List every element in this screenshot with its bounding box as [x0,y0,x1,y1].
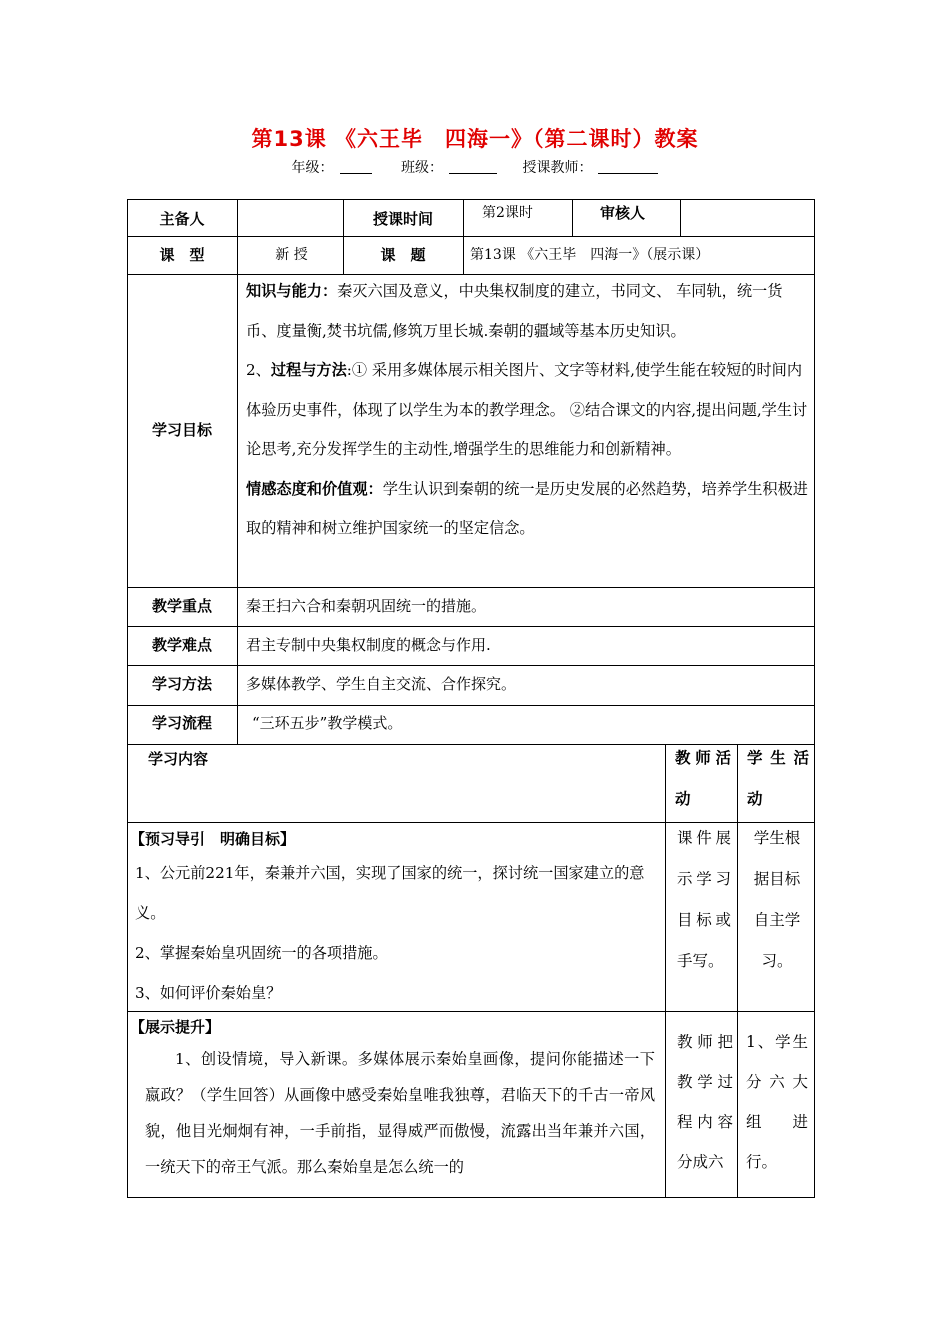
method-value: 多媒体教学、学生自主交流、合作探究。 [246,675,517,693]
table-rule [127,1197,815,1198]
table-rule [680,199,681,237]
preview-teacher-activity: 课件展示学习目标或手写。 [677,829,731,970]
preview-content [135,853,659,1013]
table-rule [127,665,815,666]
table-rule [127,705,815,706]
table-rule [463,199,464,275]
table-rule [127,236,815,237]
table-rule [127,626,815,627]
table-rule [127,587,815,588]
table-rule [127,199,815,200]
flow-label: 学习流程 [151,714,212,732]
goal-emotion-text: 学生认识到秦朝的统一是历史发展的必然趋势，培养学生积极进取的精神和树立维护国家统一的坚定信念。 [246,479,808,537]
key-label: 教学重点 [151,597,212,615]
table-rule [737,744,738,1198]
review-label: 审核人 [600,204,646,222]
table-rule [814,199,815,1198]
show-content: 1、创设情境，导入新课。多媒体展示秦始皇画像，提问你能描述一下嬴政？（学生回答）从画像中感受秦始皇唯我独尊，君临天下的千古一帝风貌，他目光炯炯有神，一手前指，显得威严而傲慢，流露出当年兼并六国，一统天下的帝王气派。那么秦始皇是怎么统一的 [145,1050,655,1176]
teacher-label: 授课教师： [522,160,593,176]
goal-emotion-label: 情感态度和价值观： [246,479,383,498]
document-title: 第13课 《六王毕 四海一》（第二课时）教案 [251,127,699,151]
goal-process-text: :① 采用多媒体展示相关图片、文字等材料,使学生能在较短的时间内体验历史事件，体现了以学生为本的教学理念。 ②结合课文的内容,提出问题,学生讨论思考,充分发挥学生的主动性,增强学生的思维能力和创新精神。 [246,361,808,458]
preview-student-activity: 学生根据目标自主学习。 [753,829,801,970]
type-value: 新 授 [275,247,308,263]
flow-value: “三环五步”教学模式。 [252,714,403,732]
table-rule [665,744,666,1198]
class-label: 班级： [401,160,443,176]
type-label: 课 型 [159,246,205,264]
method-label: 学习方法 [151,675,212,693]
goal-knowledge-text: 秦灭六国及意义，中央集权制度的建立，书同文、 车同轨，统一货币、度量衡,焚书坑儒,修筑万里长城.秦朝的疆域等基本历史知识。 [246,282,783,340]
topic-value: 第13课 《六王毕 四海一》（展示课） [470,247,710,263]
difficulty-value: 君主专制中央集权制度的概念与作用. [246,636,491,654]
table-rule [127,199,128,1198]
preview-heading: 【预习导引 明确目标】 [130,830,296,848]
student-activity-header: 学 生 活 动 [747,749,809,808]
goals-content [246,272,808,549]
preview-item-2: 2、掌握秦始皇巩固统一的各项措施。 [135,944,388,962]
goal-process [246,351,808,470]
topic-label: 课 题 [380,246,426,264]
goal-knowledge-label: 知识与能力： [246,282,338,300]
show-teacher-activity: 教师把教学过程内容分成六 [677,1033,733,1171]
teacher-activity-header: 教师活动 [675,749,731,808]
show-student-activity: 1、学生分 六 大组 进行。 [746,1033,808,1171]
goals-label: 学习目标 [151,421,212,439]
time-value: 第2课时 [482,205,533,221]
show-heading: 【展示提升】 [130,1018,221,1036]
table-rule [572,199,573,237]
goal-process-label: 过程与方法 [270,361,347,379]
grade-label: 年级： [291,160,334,176]
goal-knowledge [246,272,808,351]
goal-emotion [246,470,808,549]
preview-item-3: 3、如何评价秦始皇？ [135,984,282,1002]
time-label: 授课时间 [372,210,433,228]
key-value: 秦王扫六合和秦朝巩固统一的措施。 [246,597,487,615]
preview-item-1: 1、公元前221年，秦兼并六国，实现了国家的统一，探讨统一国家建立的意义。 [135,864,645,922]
table-rule [237,199,238,745]
lead-label: 主备人 [159,210,205,228]
difficulty-label: 教学难点 [151,636,212,654]
goal-process-prefix: 2、 [246,361,271,379]
content-header: 学习内容 [148,750,209,768]
